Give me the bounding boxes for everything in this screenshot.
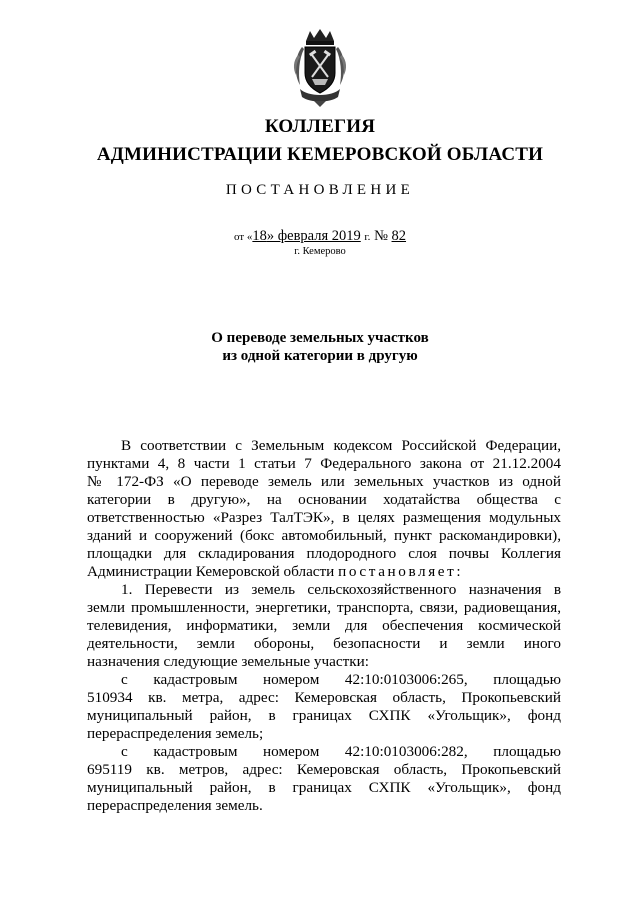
body-line	[87, 563, 561, 580]
body-line: 695119 кв. метров, адрес: Кемеровская область, Прокопьевский	[87, 761, 561, 778]
subject-line1: О переводе земельных участков	[211, 330, 429, 346]
year-suffix: г.	[364, 231, 371, 243]
body-line: с кадастровым номером 42:10:0103006:265, площадью	[121, 671, 561, 688]
body-line: категории в другую», на основании ходатайства общества с	[87, 491, 561, 508]
body-line: площадки для складирования плодородного слоя почвы Коллегия	[87, 545, 561, 562]
body-line: назначения следующие земельные участки:	[87, 653, 369, 670]
body-line: 510934 кв. метра, адрес: Кемеровская область, Прокопьевский	[87, 689, 561, 706]
body-line: с кадастровым номером 42:10:0103006:282, площадью	[121, 743, 561, 760]
body-line: перераспределения земель.	[87, 797, 263, 814]
body-line: пунктами 4, 8 части 1 статьи 7 Федерального закона от 21.12.2004	[87, 455, 561, 472]
document-number: 82	[391, 228, 407, 244]
body-line: ответственностью «Разрез ТалТЭК», в целях размещения модульных	[87, 509, 561, 526]
subject-line2: из одной категории в другую	[222, 348, 418, 364]
body-line: зданий и сооружений (бокс автомобильный, пункт раскомандировки),	[87, 527, 561, 544]
body-line: № 172-ФЗ «О переводе земель или земельных участков из одной	[87, 473, 561, 490]
number-sign: №	[374, 228, 388, 244]
document-type: ПОСТАНОВЛЕНИЕ	[225, 182, 415, 198]
body-line-text: Администрации Кемеровской области	[87, 563, 335, 580]
body-line: земли промышленности, энергетики, транспорта, связи, радиовещания,	[87, 599, 561, 616]
body-line: телевидения, информатики, земли для обеспечения космической	[87, 617, 561, 634]
city-name: г. Кемерово	[294, 246, 346, 257]
resolves-word: постановляет:	[338, 563, 464, 580]
body-line: муниципальный район, в границах СХПК «Угольщик», фонд	[87, 779, 561, 796]
date-prefix: от «	[233, 231, 253, 243]
coat-of-arms-emblem	[292, 27, 348, 109]
body-line: муниципальный район, в границах СХПК «Угольщик», фонд	[87, 707, 561, 724]
body-line: перераспределения земель;	[87, 725, 264, 742]
org-title-line1: КОЛЛЕГИЯ	[264, 116, 376, 137]
org-title-line2: АДМИНИСТРАЦИИ КЕМЕРОВСКОЙ ОБЛАСТИ	[96, 144, 544, 165]
date-day: 18	[252, 228, 267, 244]
body-line: 1. Перевести из земель сельскохозяйственного назначения в	[121, 581, 561, 598]
body-line: деятельности, земли обороны, безопасности и земли иного	[87, 635, 561, 652]
body-line: В соответствии с Земельным кодексом Российской Федерации,	[121, 437, 561, 454]
date-month-year: » февраля 2019	[266, 228, 361, 244]
date-number-line	[0, 228, 640, 245]
